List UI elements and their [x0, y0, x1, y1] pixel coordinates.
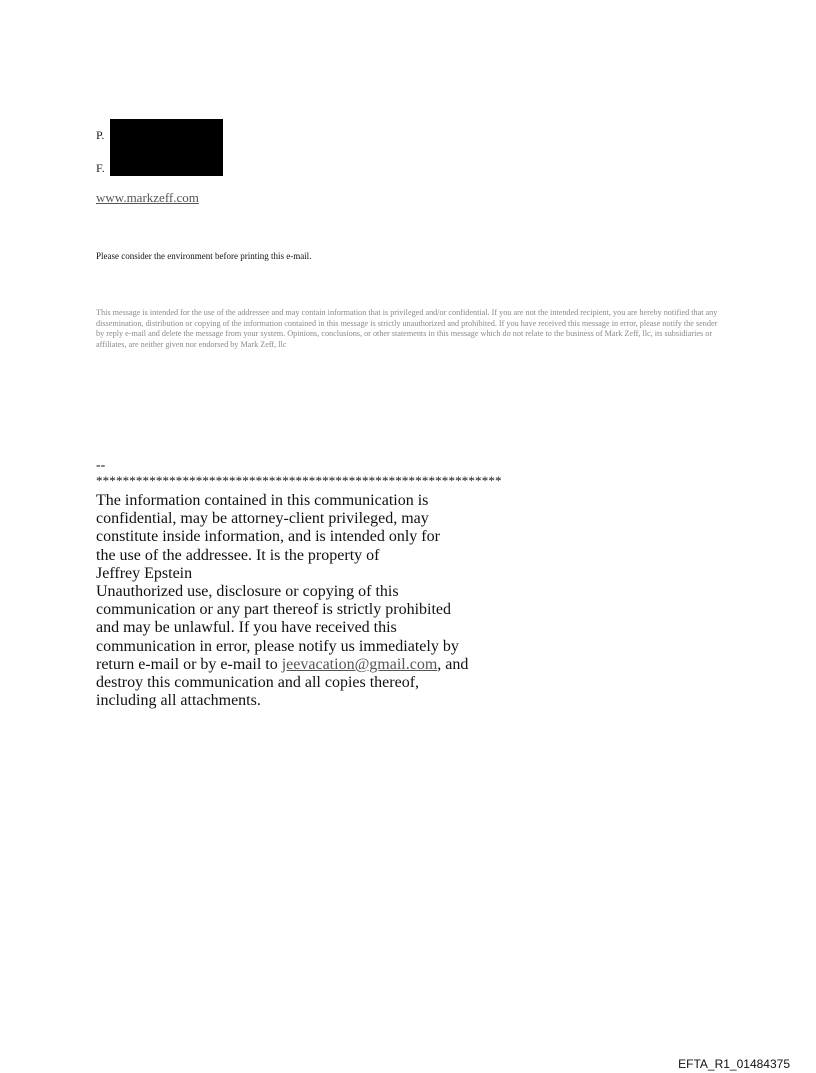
legal-notice-line: confidential, may be attorney-client privileged, may: [96, 510, 429, 528]
legal-notice-line: destroy this communication and all copies thereof,: [96, 674, 420, 692]
legal-notice-line: The information contained in this communication is: [96, 492, 429, 509]
email-line-prefix: return e-mail or by e-mail to: [96, 655, 282, 673]
phone-label: P.: [96, 128, 105, 142]
document-id: EFTA_R1_01484375: [678, 1057, 790, 1071]
website-link[interactable]: www.markzeff.com: [96, 190, 199, 205]
redaction-block: [110, 119, 223, 176]
asterisk-divider: *************************************************************: [96, 473, 502, 488]
confidentiality-disclaimer: This message is intended for the use of the addressee and may contain information that is privileged and/or confidential. If you are not the intended recipient, you are hereby notified that any dissemination, distribution or copying of the information contained in this message is strictly unauthorized and prohibited. If you have received this message in error, please notify the sender by reply e-mail and delete the message from your system. Opinions, conclusions, or other statements in this message which do not relate to the business of Mark Zeff, llc, its subsidiaries or affiliates, are neither given nor endorsed by Mark Zeff, llc: [96, 308, 718, 350]
email-link[interactable]: jeevacation@gmail.com: [281, 655, 438, 673]
legal-notice-line: including all attachments.: [96, 692, 261, 710]
legal-notice-line: the use of the addressee. It is the property of: [96, 546, 380, 564]
legal-notice-email-line: [96, 656, 496, 674]
legal-notice-line: Jeffrey Epstein: [96, 564, 193, 582]
environment-note: Please consider the environment before printing this e-mail.: [96, 251, 312, 261]
fax-label: F.: [96, 161, 105, 175]
legal-notice-line: Unauthorized use, disclosure or copying of this: [96, 583, 399, 601]
legal-notice-line: and may be unlawful. If you have received this: [96, 619, 397, 637]
legal-notice: [96, 492, 496, 710]
signature-separator: --: [96, 458, 106, 473]
legal-notice-line: communication in error, please notify us immediately by: [96, 637, 459, 655]
legal-notice-line: constitute inside information, and is intended only for: [96, 528, 440, 546]
email-line-suffix: , and: [437, 655, 469, 673]
legal-notice-line: communication or any part thereof is strictly prohibited: [96, 601, 452, 619]
